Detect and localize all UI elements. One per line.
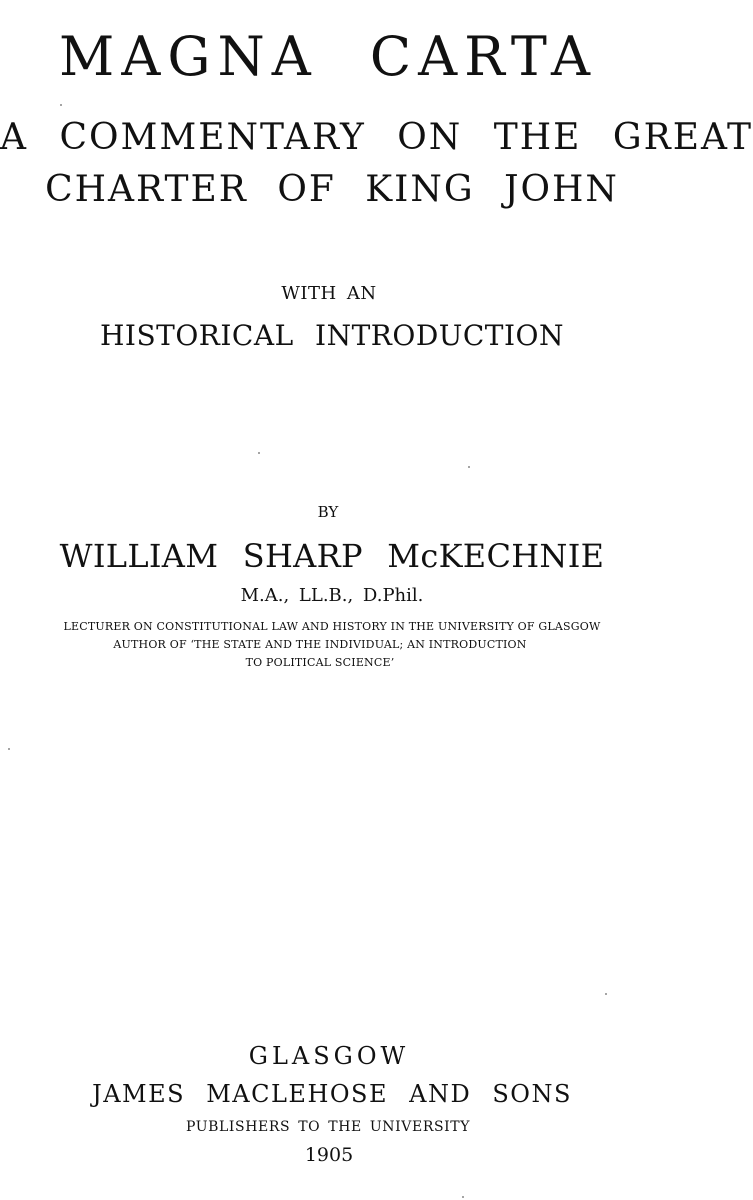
subtitle-line-2: CHARTER OF KING JOHN	[45, 169, 619, 210]
author-of-continuation: TO POLITICAL SCIENCE’	[245, 656, 395, 669]
subtitle-line-1: A COMMENTARY ON THE GREAT	[0, 117, 753, 158]
imprint-publisher-note: PUBLISHERS TO THE UNIVERSITY	[185, 1119, 471, 1135]
author-degrees: M.A., LL.B., D.Phil.	[240, 585, 424, 606]
author-name: WILLIAM SHARP McKECHNIE	[59, 537, 605, 575]
scan-speck	[462, 1196, 464, 1198]
imprint-city: GLASGOW	[248, 1042, 410, 1070]
scan-speck	[8, 748, 10, 750]
author-lecturer-line: LECTURER ON CONSTITUTIONAL LAW AND HISTORY IN THE UNIVERSITY OF GLASGOW	[63, 620, 601, 633]
imprint-publisher: JAMES MACLEHOSE AND SONS	[92, 1080, 572, 1108]
book-title: MAGNA CARTA	[59, 25, 597, 88]
by-label: BY	[317, 503, 339, 521]
historical-introduction: HISTORICAL INTRODUCTION	[99, 319, 564, 352]
scan-speck	[468, 466, 470, 468]
scan-speck	[60, 104, 62, 106]
scan-speck	[258, 452, 260, 454]
scan-speck	[605, 993, 607, 995]
author-of-line: AUTHOR OF ‘THE STATE AND THE INDIVIDUAL; AN INTRODUCTION	[113, 638, 527, 651]
imprint-year: 1905	[304, 1144, 354, 1166]
with-an-label: WITH AN	[281, 283, 377, 304]
